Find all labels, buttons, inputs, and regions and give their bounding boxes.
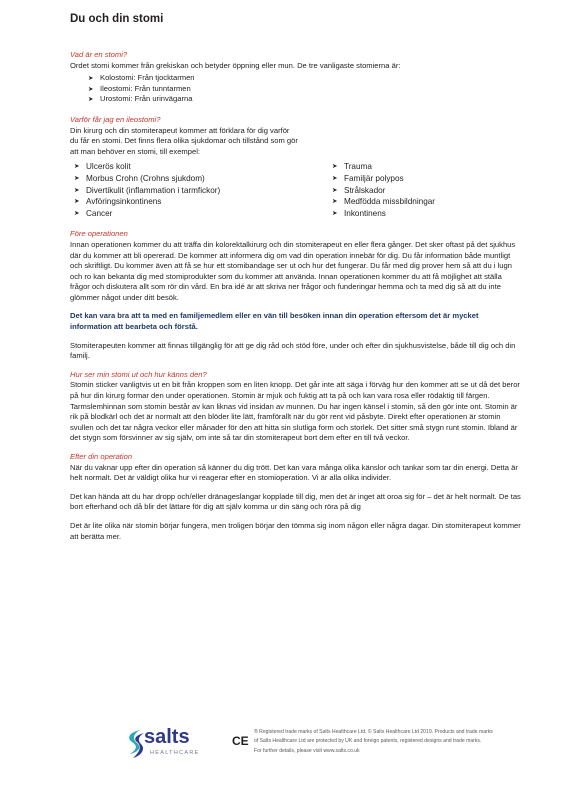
legal-line: ® Registered trade marks of Salts Healthcare Ltd. © Salts Healthcare Ltd 2019. Products and trade marks	[254, 729, 493, 735]
section-text: Stomin sticker vanligtvis ut en bit från kroppen som en liten knopp. Det går inte att säga i förväg hur den kommer att se ut då det beror på hur din kirurg formar den under operationen. Stomin är mjuk och fuktig att ta på och kan vara rosa eller rödaktig till färgen. Tarmslemhinnan som stomin består av kan liknas vid insidan av munnen. Du har ingen känsel i stomin, så den gör inte ont. Stomin är rik på blodkärl och det är normalt att den blöder lite lätt, framförallt när du gör rent vid påsbyte. Direkt efter operationen är stomin svullen och det tar några veckor eller månader för den att hitta sin slutliga form och storlek. Det sitter små stygn runt stomin. Ibland är det stygn som försvinner av sig själv, om inte så tar din stomiterapeut bort dem efter en till två veckor.	[70, 380, 520, 443]
section-text: Ordet stomi kommer från grekiskan och betyder öppning eller mun. De tre vanligaste stomierna är:	[70, 60, 401, 70]
list-item: ➤ Strålskador	[332, 185, 435, 197]
highlight-text: Det kan vara bra att ta med en familjemedlem eller en vän till besöken innan din operation eftersom det är mycket information att bearbeta och förstå.	[70, 311, 479, 332]
section-text: Innan operationen kommer du att träffa din kolorektalkirurg och din stomiterapeut en eller flera gånger. Det sker oftast på det sjukhus där du kommer att bli opererad. De kommer att informera dig om vad din operation innebär för dig. Du får information både muntligt och skriftligt. Du kommer även att få se hur ett stomibandage ser ut och hur det fungerar. Du får med dig prover hem så att du i lugn och ro kan bekanta dig med stomiprodukter som du kommer att använda. Innan operationen kommer du att få möjlighet att ställa frågor och diskutera allt som rör din vård. En bra idé är att skriva ner frågor och funderingar hemma och ta med dig så att du inte glömmer något under ditt besök.	[70, 239, 516, 302]
section-text-line: att man behöver en stomi, till exempel:	[70, 146, 200, 156]
list-item: ➤ Ulcerös kolit	[74, 161, 328, 173]
list-item: ➤ Trauma	[332, 161, 435, 173]
section-heading-after-operation: Efter din operation	[70, 452, 133, 461]
stoma-types-list	[70, 73, 522, 105]
list-item: ➤ Urostomi: Från urinvägarna	[88, 94, 522, 105]
footer	[0, 722, 564, 772]
section-text: Det är lite olika när stomin börjar fungera, men troligen börjar den tömma sig inom någon eller några dagar. Din stomiterapeut kommer att berätta mer.	[70, 520, 521, 541]
legal-line: For further details, please visit www.salts.co.uk	[254, 747, 360, 754]
list-item: ➤ Cancer	[74, 208, 328, 220]
legal-line: of Salts Healthcare Ltd are protected by UK and foreign patents, registered designs and trade marks.	[254, 738, 482, 745]
ce-mark: CE	[232, 734, 249, 748]
section-text: Stomiterapeuten kommer att finnas tillgänglig för att ge dig råd och stöd före, under och efter din sjukhusvistelse, både till dig och din familj.	[70, 340, 516, 361]
section-heading-how-stoma-looks: Hur ser min stomi ut och hur känns den?	[70, 369, 207, 379]
list-item: ➤ Morbus Crohn (Crohns sjukdom)	[74, 173, 328, 185]
logo-subtitle: HEALTHCARE	[150, 750, 200, 756]
section-text: När du vaknar upp efter din operation så känner du dig trött. Det kan vara många olika känslor och tankar som tar din energi. Detta är helt normalt. Det är väldigt olika hur vi reagerar efter en stomioperation. Vi är alla olika individer.	[70, 462, 518, 483]
section-heading-before-operation: Före operationen	[70, 229, 128, 239]
document-body	[70, 50, 522, 542]
list-item: ➤ Medfödda missbildningar	[332, 196, 435, 208]
section-text: Det kan hända att du har dropp och/eller dränageslangar kopplade till dig, men det är inget att oroa sig för – det är helt normalt. De tas bort efterhand och då blir det lättare för dig att själv komma ur din säng och röra på dig	[70, 491, 521, 512]
section-text-line: Din kirurg och din stomiterapeut kommer att förklara för dig varför	[70, 125, 290, 135]
list-item: ➤ Inkontinens	[332, 208, 435, 220]
list-item: ➤ Kolostomi: Från tjocktarmen	[88, 73, 522, 84]
section-heading-why-ileostomy: Varför får jag en ileostomi?	[70, 114, 161, 124]
section-heading-what-is-stoma: Vad är en stomi?	[70, 50, 128, 59]
legal-notice	[254, 728, 559, 756]
list-item: ➤ Avföringsinkontinens	[74, 196, 328, 208]
list-item: ➤ Ileostomi: Från tunntarmen	[88, 84, 522, 95]
salts-swoosh-icon	[124, 728, 146, 760]
conditions-list-left	[70, 161, 328, 219]
page-title: Du och din stomi	[70, 13, 164, 25]
conditions-list-right	[328, 161, 435, 219]
section-text-line: du får en stomi. Det finns flera olika sjukdomar och tillstånd som gör	[70, 136, 298, 146]
list-item: ➤ Divertikulit (inflammation i tarmfickor)	[74, 185, 328, 197]
logo-wordmark: salts	[144, 726, 190, 748]
list-item: ➤ Familjär polypos	[332, 173, 435, 185]
conditions-columns	[70, 161, 522, 219]
salts-healthcare-logo	[124, 728, 214, 764]
